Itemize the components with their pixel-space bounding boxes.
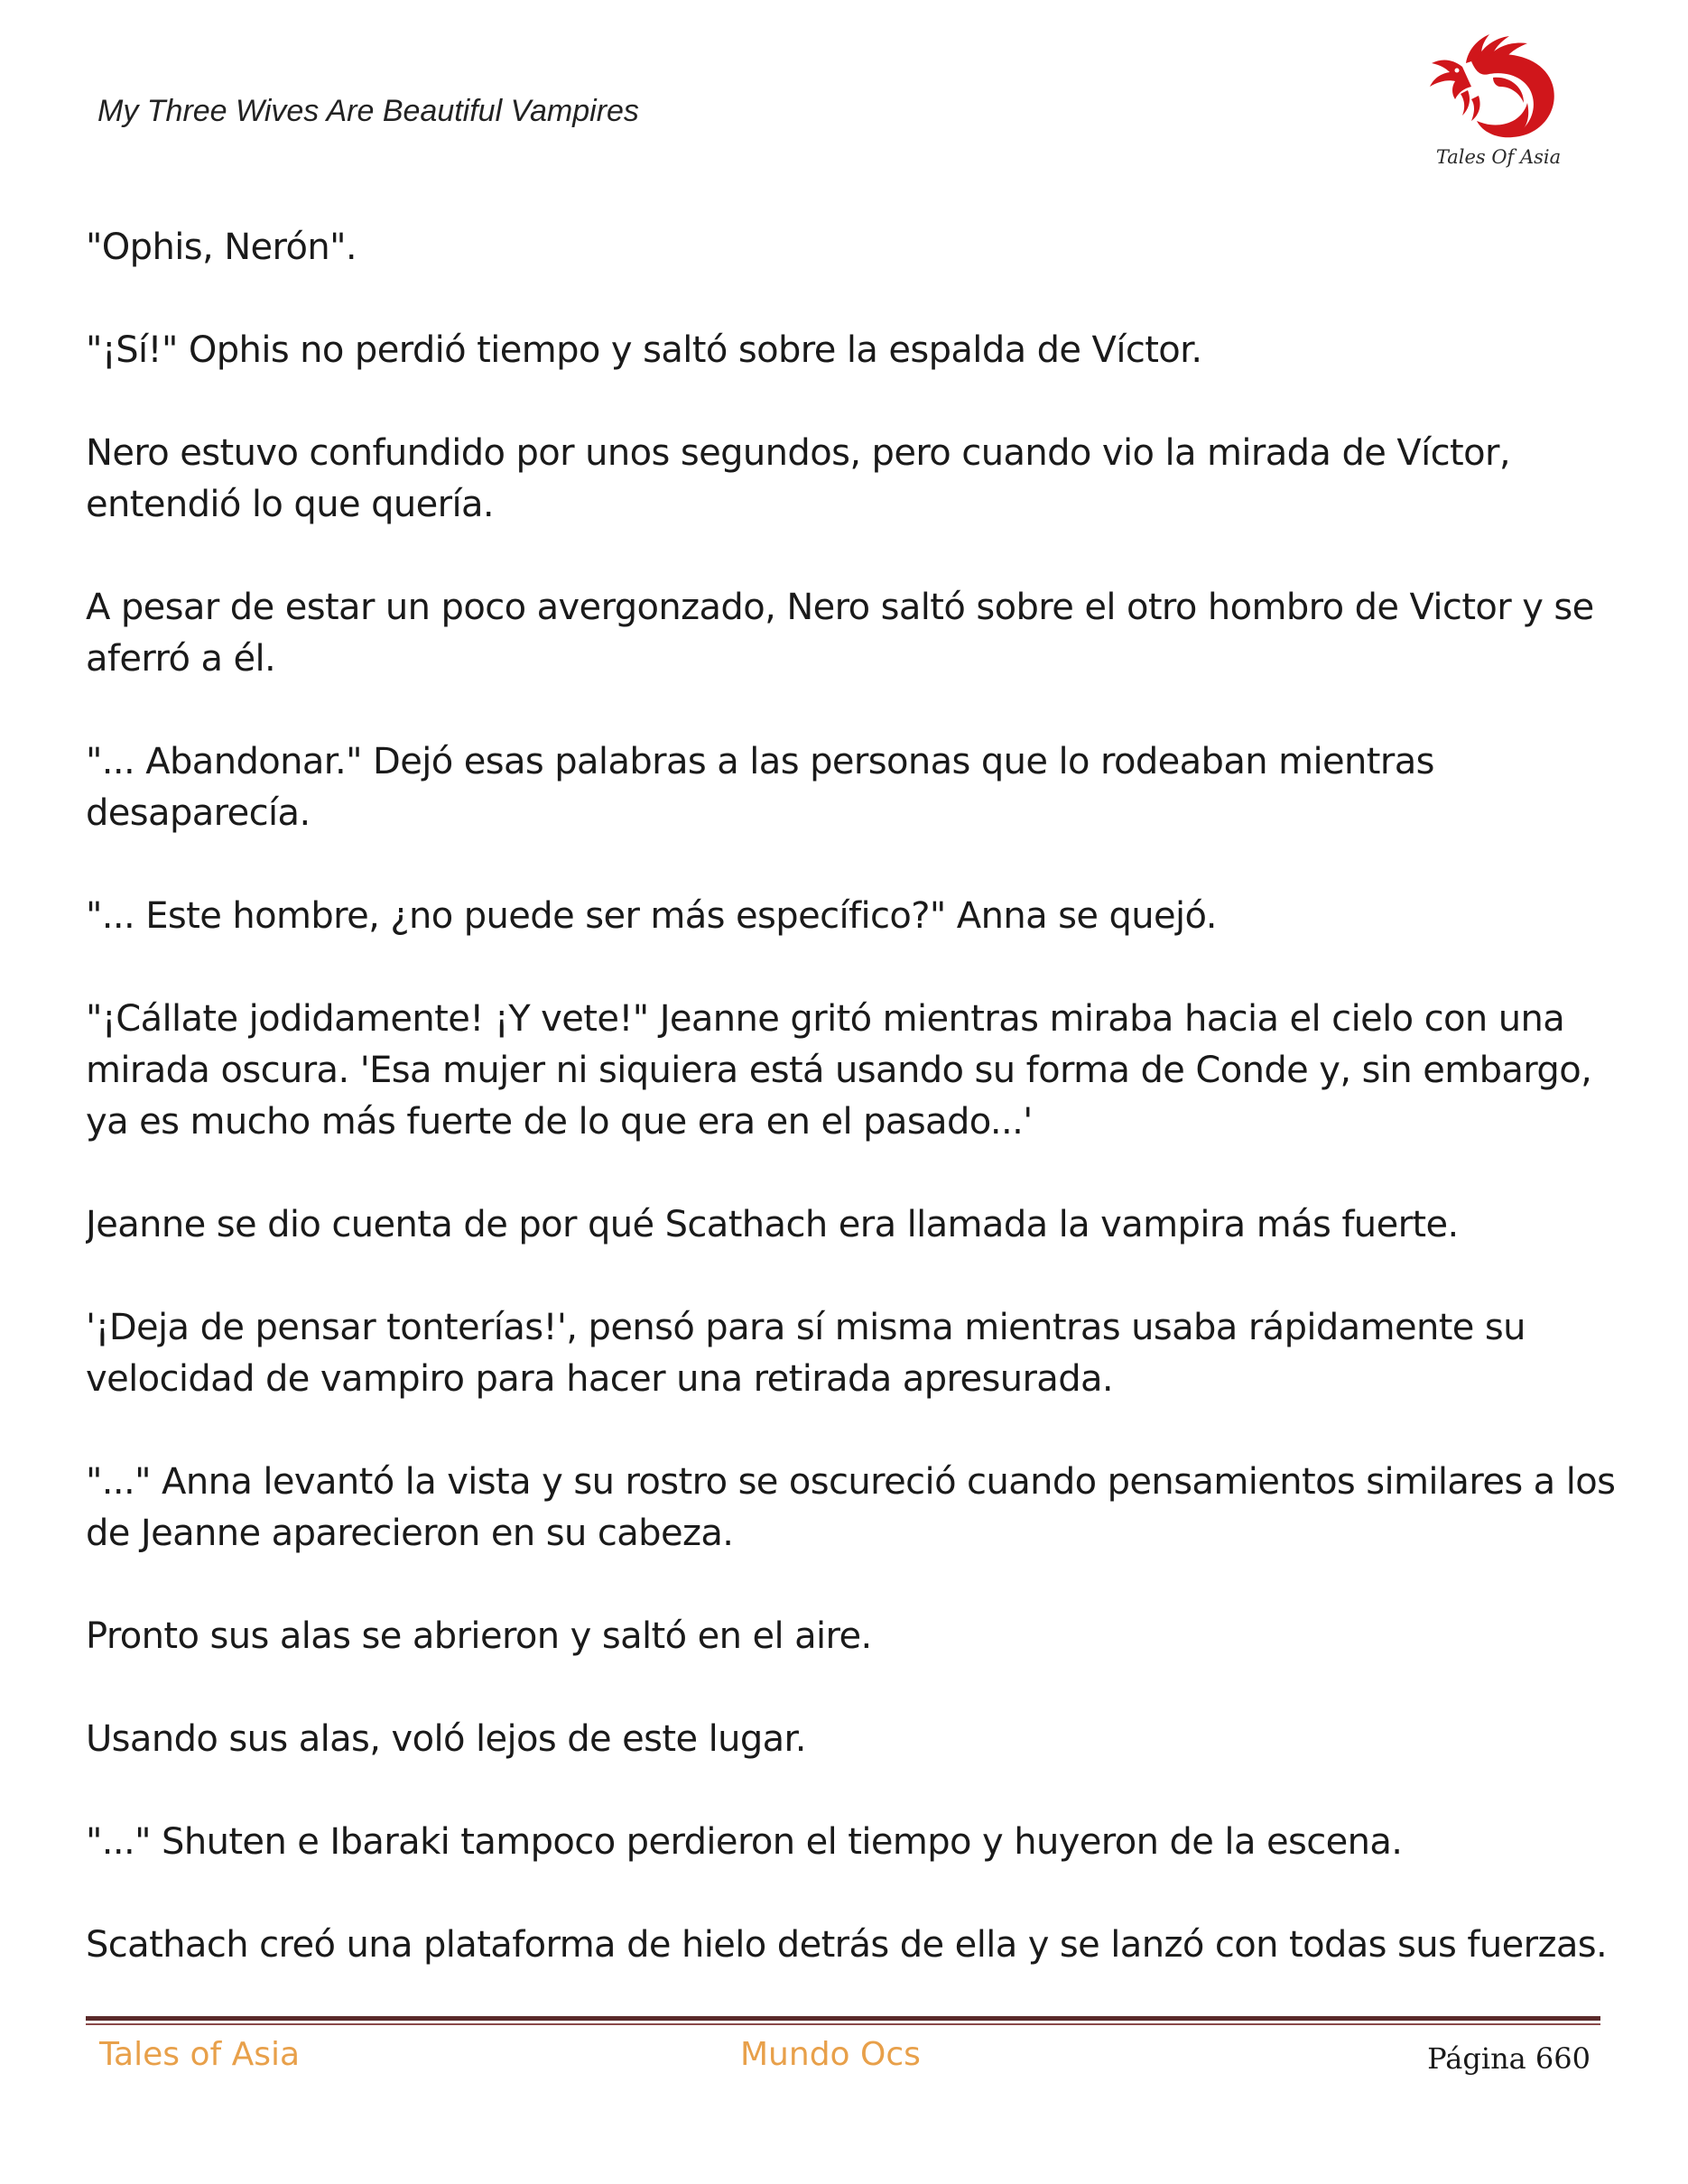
paragraph: Pronto sus alas se abrieron y saltó en el aire.: [86, 1615, 872, 1657]
logo-text: Tales Of Asia: [1435, 146, 1562, 168]
paragraph: Jeanne se dio cuenta de por qué Scathach era llamada la vampira más fuerte.: [86, 1204, 1459, 1245]
paragraph: A pesar de estar un poco avergonzado, Nero saltó sobre el otro hombro de Victor y se aferró a él.: [86, 587, 1594, 680]
tales-of-asia-logo: [1426, 20, 1571, 182]
red-dragon-icon: [1426, 20, 1571, 146]
footer-section-name: Mundo Ocs: [740, 2036, 921, 2073]
footer-site-name: Tales of Asia: [99, 2036, 301, 2073]
paragraph: Nero estuvo confundido por unos segundos, pero cuando vio la mirada de Víctor, entendió lo que quería.: [86, 432, 1510, 525]
paragraph: "¡Sí!" Ophis no perdió tiempo y saltó sobre la espalda de Víctor.: [86, 329, 1202, 371]
book-title: My Three Wives Are Beautiful Vampires: [97, 94, 639, 128]
paragraph: "¡Cállate jodidamente! ¡Y vete!" Jeanne gritó mientras miraba hacia el cielo con una mirada oscura. 'Esa mujer ni siquiera está usando su forma de Conde y, sin embargo, ya es mucho más fuerte de lo que era en el pasado...': [86, 998, 1592, 1143]
paragraph: "..." Shuten e Ibaraki tampoco perdieron el tiempo y huyeron de la escena.: [86, 1821, 1403, 1863]
paragraph: Usando sus alas, voló lejos de este lugar.: [86, 1718, 806, 1760]
paragraph: "..." Anna levantó la vista y su rostro se oscureció cuando pensamientos similares a los de Jeanne aparecieron en su cabeza.: [86, 1461, 1616, 1554]
footer-divider-thick: [86, 2016, 1600, 2021]
footer-divider-thin: [86, 2023, 1600, 2025]
paragraph: "Ophis, Nerón".: [86, 227, 357, 268]
paragraph: '¡Deja de pensar tonterías!', pensó para sí misma mientras usaba rápidamente su velocidad de vampiro para hacer una retirada apresurada.: [86, 1307, 1526, 1400]
footer-divider: [86, 2016, 1600, 2027]
page-number: Página 660: [1427, 2041, 1591, 2076]
chapter-body: [86, 222, 1620, 2018]
paragraph: "... Este hombre, ¿no puede ser más específico?" Anna se quejó.: [86, 895, 1217, 937]
paragraph: Scathach creó una plataforma de hielo detrás de ella y se lanzó con todas sus fuerzas.: [86, 1924, 1608, 1966]
paragraph: "... Abandonar." Dejó esas palabras a las personas que lo rodeaban mientras desaparecía.: [86, 741, 1434, 834]
